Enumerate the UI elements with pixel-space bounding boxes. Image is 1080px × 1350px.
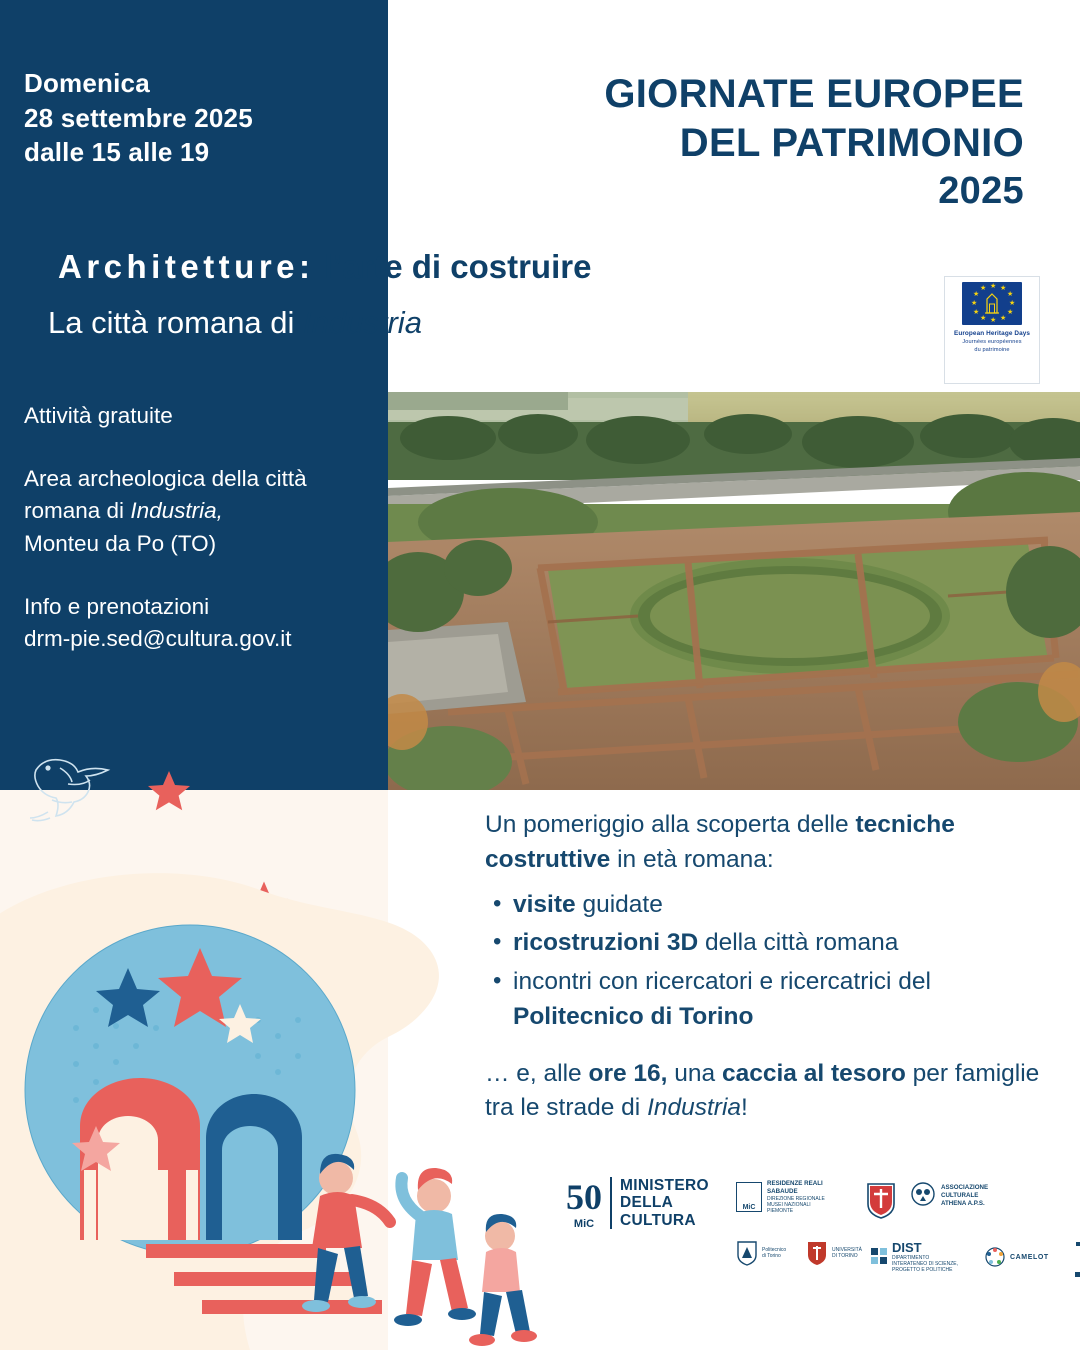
venue-block xyxy=(24,463,369,561)
politecnico-crest-icon xyxy=(736,1240,758,1266)
european-heritage-days-logo xyxy=(944,276,1040,384)
eu-flag-icon: ★ ★ ★ ★ ★ ★ ★ ★ ★ ★ ★ ★ xyxy=(962,282,1022,325)
mic-line-3: CULTURA xyxy=(620,1211,696,1229)
activities-list xyxy=(485,888,1045,1035)
residenze-line-4: MUSEI NAZIONALI xyxy=(767,1201,811,1208)
residenze-line-3: DIREZIONE REGIONALE xyxy=(767,1195,825,1202)
bullet-2-rest: della città romana xyxy=(698,929,899,957)
date-line-1: Domenica xyxy=(24,68,150,98)
athena-line-2: CULTURALE xyxy=(941,1192,979,1200)
intro-part-b: tecniche costruttive xyxy=(485,811,955,873)
ehd-text-line-3: du patrimoine xyxy=(974,347,1010,354)
ehd-text-line-1: European Heritage Days xyxy=(953,330,1031,337)
ehd-text-line-2: Journées européennes xyxy=(962,339,1022,346)
intro-paragraph xyxy=(485,808,1045,878)
unito-line-1: UNIVERSITÀ xyxy=(832,1247,863,1253)
ehd-logo-text xyxy=(954,329,1030,355)
venue-line-1: Area archeologica della città xyxy=(24,465,307,491)
venue-line-2-italic: Industria, xyxy=(130,498,223,524)
page-title xyxy=(604,70,1024,214)
venue-line-2-prefix: romana di xyxy=(24,498,131,524)
event-date-block xyxy=(24,66,253,170)
closing-paragraph xyxy=(485,1057,1045,1127)
bird-icon xyxy=(18,742,128,832)
residenze-line-5: PIEMONTE xyxy=(767,1207,794,1214)
column-icon xyxy=(1072,1240,1080,1280)
camelot-label: CAMELOT xyxy=(1010,1253,1049,1261)
monument-icon xyxy=(979,293,1005,315)
ministero-cultura-logo xyxy=(566,1176,726,1242)
closing-part-c: una xyxy=(667,1059,722,1087)
camelot-mark-icon xyxy=(984,1246,1006,1268)
list-item xyxy=(485,888,1045,923)
dist-sub-line-1: DIPARTIMENTO xyxy=(892,1255,930,1261)
mic-anniversary-number: 50 xyxy=(566,1177,602,1217)
dist-logo xyxy=(870,1240,980,1273)
unito-crest-icon xyxy=(806,1240,828,1266)
athena-line-1: ASSOCIAZIONE xyxy=(941,1184,989,1192)
dist-sub-line-3: PROGETTO E POLITICHE xyxy=(892,1267,953,1273)
athena-line-3: ATHENA A.P.S. xyxy=(941,1199,985,1207)
partner-logos xyxy=(560,1168,1060,1298)
event-title-rest: l’arte di costruire xyxy=(314,248,592,285)
person-adult-blue xyxy=(394,1168,476,1326)
info-label: Info e prenotazioni xyxy=(24,593,210,619)
residenze-line-2: SABAUDE xyxy=(767,1187,798,1195)
intro-part-a: Un pomeriggio alla scoperta delle xyxy=(485,811,856,838)
mic-abbrev: MiC xyxy=(573,1218,595,1230)
bullet-1-rest: guidate xyxy=(575,890,663,918)
contact-block xyxy=(24,591,369,656)
closing-part-e: per famiglie tra le strade di xyxy=(485,1059,1040,1122)
decorative-star-icon xyxy=(145,768,193,816)
site-photo xyxy=(388,392,1080,790)
residenze-reali-logo xyxy=(736,1180,866,1214)
comune-crest-icon xyxy=(864,1180,898,1220)
closing-part-d: caccia al tesoro xyxy=(722,1059,906,1087)
closing-italic: Industria xyxy=(647,1094,742,1122)
bullet-3-pre: incontri con ricercatori e ricercatrici del xyxy=(513,968,931,996)
dist-mark-icon xyxy=(870,1247,888,1267)
closing-part-a: … e, alle xyxy=(485,1059,589,1087)
residenze-line-1: RESIDENZE REALI xyxy=(767,1180,823,1187)
residenze-mic-mark: MiC xyxy=(736,1182,762,1212)
date-line-2: 28 settembre 2025 xyxy=(24,102,253,133)
bullet-1-bold: visite xyxy=(513,890,576,918)
free-activities-text: Attività gratuite xyxy=(24,403,173,428)
event-subtitle-italic: Industria xyxy=(303,305,422,340)
list-item xyxy=(485,926,1045,961)
header-title-line-1: GIORNATE EUROPEE xyxy=(604,72,1024,116)
dist-sub-line-2: INTERATENEO DI SCIENZE, xyxy=(892,1261,959,1267)
intro-part-c: in età romana: xyxy=(610,845,774,873)
athena-owl-icon xyxy=(910,1180,936,1212)
dist-name: DIST xyxy=(892,1240,922,1255)
event-title xyxy=(58,248,591,286)
universita-torino-logo xyxy=(806,1240,870,1266)
mic-line-1: MINISTERO xyxy=(620,1176,709,1194)
left-info-block xyxy=(24,400,369,686)
person-child xyxy=(469,1214,537,1346)
contact-email[interactable]: drm-pie.sed@cultura.gov.it xyxy=(24,626,292,652)
athena-logo xyxy=(910,1180,1030,1212)
header-title-line-2: DEL PATRIMONIO xyxy=(679,120,1024,165)
date-line-3: dalle 15 alle 19 xyxy=(24,137,210,168)
event-subtitle xyxy=(48,305,422,341)
closing-part-b: ore 16, xyxy=(588,1059,668,1087)
closing-end: ! xyxy=(741,1094,748,1122)
unito-line-2: DI TORINO xyxy=(832,1253,858,1259)
header-year: 2025 xyxy=(938,169,1024,212)
event-title-main: Architetture: xyxy=(58,248,315,285)
bullet-2-bold: ricostruzioni 3D xyxy=(513,929,699,957)
event-subtitle-prefix: La città romana di xyxy=(48,305,304,340)
polito-line-2: di Torino xyxy=(762,1253,781,1259)
camelot-logo xyxy=(984,1246,1068,1268)
mic-line-2: DELLA xyxy=(620,1194,674,1212)
politecnico-torino-logo xyxy=(736,1240,806,1266)
polito-line-1: Politecnico xyxy=(762,1247,787,1253)
bottom-illustration xyxy=(0,840,560,1350)
venue-line-3: Monteu da Po (TO) xyxy=(24,530,217,556)
list-item xyxy=(485,965,1045,1035)
description-block xyxy=(485,808,1045,1126)
bullet-3-bold: Politecnico di Torino xyxy=(513,1002,754,1030)
